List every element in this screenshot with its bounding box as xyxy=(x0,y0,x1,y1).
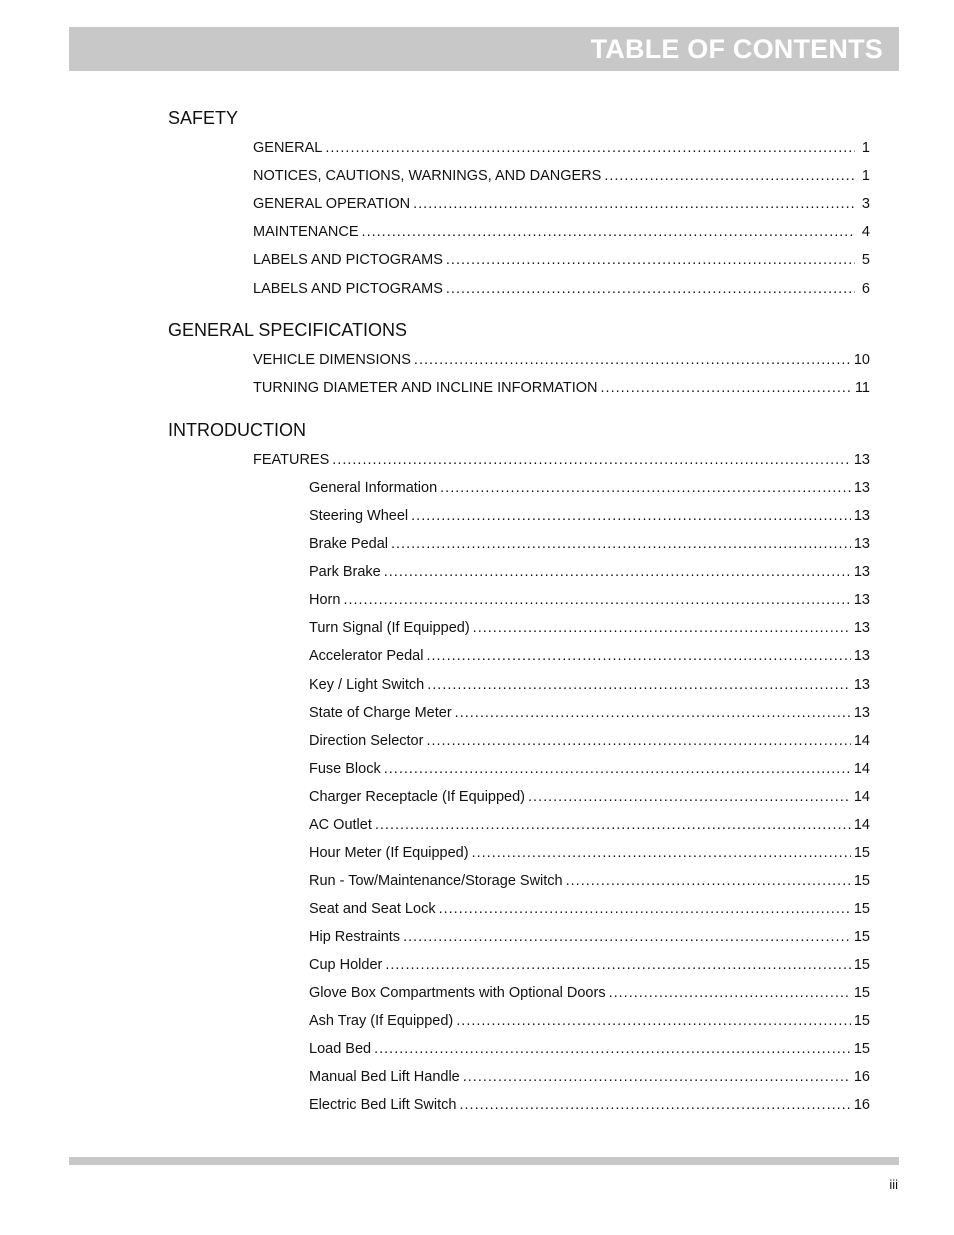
toc-subentry[interactable]: Accelerator Pedal ..... 13 xyxy=(309,647,870,665)
toc-subentry[interactable]: Load Bed ..... 15 xyxy=(309,1040,870,1058)
toc-subentry[interactable]: Seat and Seat Lock ..... 15 xyxy=(309,900,870,918)
toc-subentry[interactable]: Cup Holder ..... 15 xyxy=(309,956,870,974)
toc-entry[interactable]: FEATURES ..... 13 xyxy=(253,451,870,469)
toc-subentry[interactable]: Park Brake ..... 13 xyxy=(309,563,870,581)
toc-subentry[interactable]: Horn ..... 13 xyxy=(309,591,870,609)
toc-subentry[interactable]: Direction Selector ..... 14 xyxy=(309,732,870,750)
toc-entry[interactable]: LABELS AND PICTOGRAMS ..... 5 xyxy=(253,251,870,269)
toc-subentry[interactable]: Charger Receptacle (If Equipped) ..... 14 xyxy=(309,788,870,806)
toc-subentry[interactable]: Run - Tow/Maintenance/Storage Switch ..... 15 xyxy=(309,872,870,890)
toc-entry[interactable]: VEHICLE DIMENSIONS ..... 10 xyxy=(253,351,870,369)
page-number: iii xyxy=(889,1177,898,1192)
page-title: TABLE OF CONTENTS xyxy=(590,34,883,64)
toc-entry[interactable]: GENERAL OPERATION ..... 3 xyxy=(253,195,870,213)
toc-entry[interactable]: LABELS AND PICTOGRAMS ..... 6 xyxy=(253,280,870,298)
toc-subentry[interactable]: Fuse Block ..... 14 xyxy=(309,760,870,778)
toc-entry[interactable]: NOTICES, CAUTIONS, WARNINGS, AND DANGERS ..... 1 xyxy=(253,167,870,185)
footer-bar xyxy=(69,1157,899,1165)
toc-subentry[interactable]: Glove Box Compartments with Optional Doors ..... 15 xyxy=(309,984,870,1002)
section-heading-safety: SAFETY xyxy=(168,108,239,128)
toc-subentry[interactable]: General Information ..... 13 xyxy=(309,479,870,497)
toc-subentry[interactable]: AC Outlet ..... 14 xyxy=(309,816,870,834)
toc-entry[interactable]: TURNING DIAMETER AND INCLINE INFORMATION ..... 11 xyxy=(253,379,870,397)
toc-subentry[interactable]: Steering Wheel ..... 13 xyxy=(309,507,870,525)
toc-subentry[interactable]: State of Charge Meter ..... 13 xyxy=(309,704,870,722)
toc-subentry[interactable]: Key / Light Switch ..... 13 xyxy=(309,676,870,694)
toc-subentry[interactable]: Brake Pedal ..... 13 xyxy=(309,535,870,553)
header-bar xyxy=(69,27,899,71)
toc-subentry[interactable]: Manual Bed Lift Handle ..... 16 xyxy=(309,1068,870,1086)
toc-entry[interactable]: GENERAL ..... 1 xyxy=(253,139,870,157)
toc-subentry[interactable]: Ash Tray (If Equipped) ..... 15 xyxy=(309,1012,870,1030)
toc-subentry[interactable]: Hour Meter (If Equipped) ..... 15 xyxy=(309,844,870,862)
toc-subentry[interactable]: Hip Restraints ..... 15 xyxy=(309,928,870,946)
toc-subentry[interactable]: Turn Signal (If Equipped) ..... 13 xyxy=(309,619,870,637)
section-heading-general-specifications: GENERAL SPECIFICATIONS xyxy=(168,320,408,340)
section-heading-introduction: INTRODUCTION xyxy=(168,420,306,440)
toc-subentry[interactable]: Electric Bed Lift Switch ..... 16 xyxy=(309,1096,870,1114)
toc-entry[interactable]: MAINTENANCE ..... 4 xyxy=(253,223,870,241)
